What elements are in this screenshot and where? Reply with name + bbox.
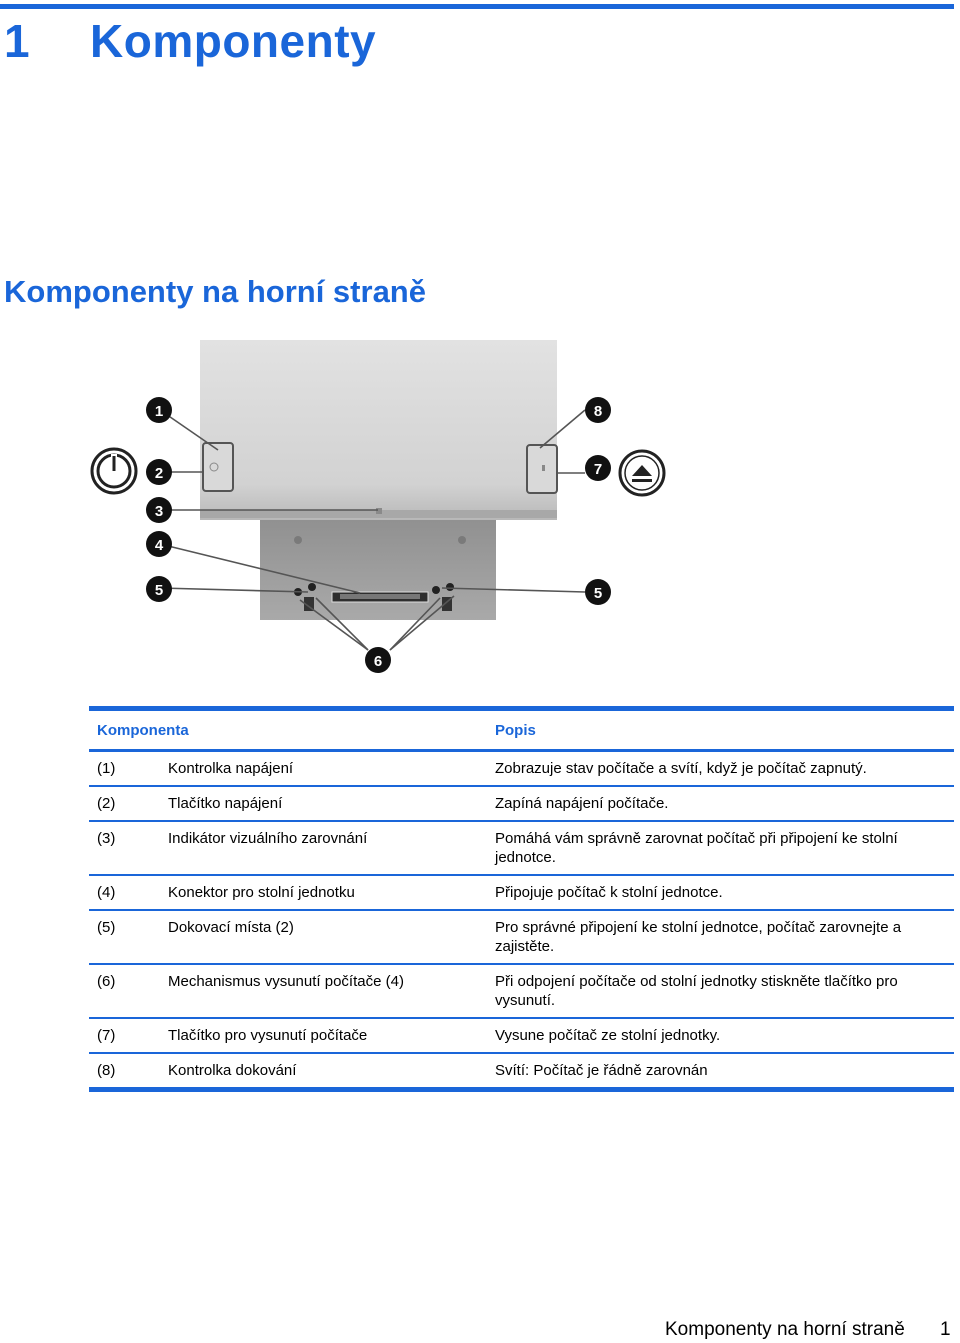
top-components-figure [80, 330, 680, 690]
svg-text:3: 3 [154, 503, 164, 520]
callout-5-right [585, 579, 611, 605]
component-name: Indikátor vizuálního zarovnání [168, 830, 368, 847]
component-description: Svítí: Počítač je řádně zarovnán [495, 1062, 708, 1079]
chapter-heading [4, 14, 376, 68]
component-name: Kontrolka napájení [168, 760, 294, 777]
svg-text:7: 7 [593, 461, 603, 478]
table-header [89, 711, 954, 749]
table-row [89, 822, 954, 874]
header-component: Komponenta [97, 721, 189, 739]
chapter-number: 1 [4, 15, 31, 67]
eject-icon [620, 451, 664, 495]
callout-2 [146, 459, 172, 485]
svg-text:5: 5 [593, 585, 603, 602]
component-name: Tlačítko napájení [168, 795, 283, 812]
callout-1 [146, 397, 172, 423]
table-body [89, 752, 954, 1087]
component-name: Konektor pro stolní jednotku [168, 884, 355, 901]
table-row [89, 965, 954, 1017]
component-description: Zobrazuje stav počítače a svítí, když je počítač zapnutý. [495, 760, 867, 777]
components-table [89, 706, 954, 1092]
component-name: Dokovací místa (2) [168, 919, 294, 936]
component-description: Vysune počítač ze stolní jednotky. [495, 1027, 721, 1044]
chapter-title: Komponenty [90, 15, 377, 67]
component-description: Zapíná napájení počítače. [495, 795, 669, 812]
svg-text:1: 1 [154, 403, 164, 420]
row-number: (3) [97, 830, 116, 847]
callout-8 [585, 397, 611, 423]
table-row [89, 787, 954, 820]
row-number: (6) [97, 973, 116, 990]
section-heading: Komponenty na horní straně [4, 274, 426, 309]
svg-text:6: 6 [373, 653, 383, 670]
component-description: Pomáhá vám správně zarovnat počítač při připojení ke stolní jednotce. [495, 830, 898, 866]
row-number: (5) [97, 919, 116, 936]
top-rule [0, 4, 954, 9]
svg-text:8: 8 [593, 403, 603, 420]
table-row [89, 1054, 954, 1087]
callout-6 [365, 647, 391, 673]
component-description: Připojuje počítač k stolní jednotce. [495, 884, 723, 901]
table-bottom-rule [89, 1087, 954, 1092]
table-row [89, 752, 954, 785]
table-row [89, 876, 954, 909]
power-icon [92, 449, 136, 493]
callout-3 [146, 497, 172, 523]
table-row [89, 1019, 954, 1052]
row-number: (1) [97, 760, 116, 777]
component-name: Kontrolka dokování [168, 1062, 297, 1079]
callout-5-left [146, 576, 172, 602]
component-description: Při odpojení počítače od stolní jednotky stiskněte tlačítko pro vysunutí. [495, 973, 898, 1009]
callout-7 [585, 455, 611, 481]
row-number: (4) [97, 884, 116, 901]
svg-text:4: 4 [154, 537, 164, 554]
component-description: Pro správné připojení ke stolní jednotce, počítač zarovnejte a zajistěte. [495, 919, 902, 955]
row-number: (2) [97, 795, 116, 812]
footer-title: Komponenty na horní straně [665, 1319, 905, 1340]
svg-text:5: 5 [154, 582, 164, 599]
component-name: Tlačítko pro vysunutí počítače [168, 1027, 368, 1044]
callout-4 [146, 531, 172, 557]
notebook-lid [200, 340, 557, 520]
row-number: (7) [97, 1027, 116, 1044]
table-row [89, 911, 954, 963]
docking-base [260, 513, 496, 620]
header-description: Popis [495, 721, 536, 739]
svg-text:2: 2 [154, 465, 164, 482]
row-number: (8) [97, 1062, 116, 1079]
component-name: Mechanismus vysunutí počítače (4) [168, 973, 404, 990]
page-number: 1 [940, 1319, 951, 1340]
